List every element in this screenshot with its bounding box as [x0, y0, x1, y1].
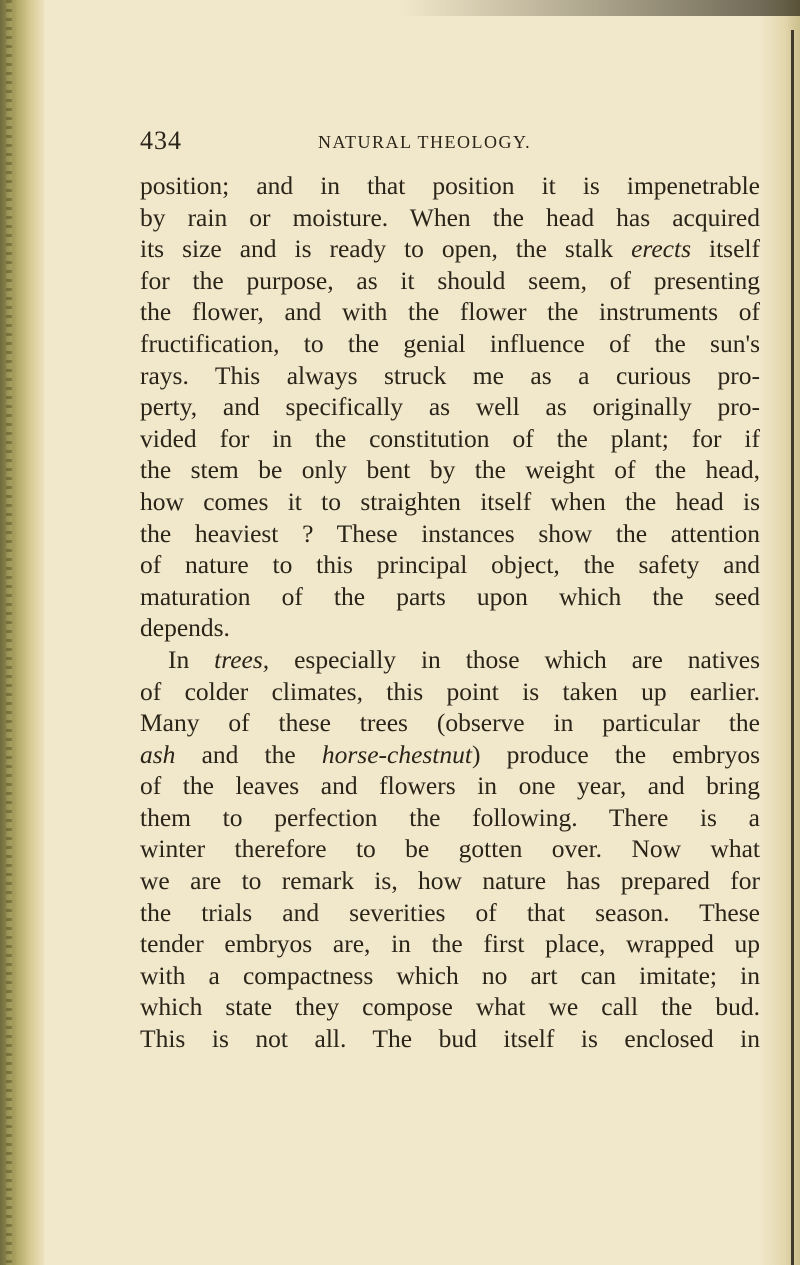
text-line — [140, 770, 760, 802]
text-segment: position; and in that position it is impenetrable — [140, 171, 760, 200]
text-line — [140, 328, 760, 360]
text-segment: and the — [175, 739, 322, 769]
text-segment: which state they compose what we call the bud. — [140, 992, 760, 1022]
text-segment: the heaviest ? These instances show the attention — [140, 518, 760, 548]
text-segment: for the purpose, as it should seem, of presenting — [140, 265, 760, 295]
text-segment: rays. This always struck me as a curious pro- — [140, 360, 760, 390]
text-line — [140, 486, 760, 518]
text-segment: tender embryos are, in the first place, wrapped up — [140, 929, 760, 959]
text-segment: vided for in the constitution of the plant; for if — [140, 423, 760, 453]
text-line — [140, 833, 760, 865]
text-segment: its size and is ready to open, the stalk — [140, 234, 632, 264]
text-line — [140, 233, 760, 265]
text-segment: depends. — [140, 613, 230, 643]
text-line — [140, 549, 760, 581]
text-line — [140, 707, 760, 739]
text-segment: winter therefore to be gotten over. Now what — [140, 834, 760, 864]
top-shadow — [400, 0, 800, 16]
text-line — [140, 802, 760, 834]
text-line — [140, 897, 760, 929]
text-segment: of colder climates, this point is taken up earlier. — [140, 676, 760, 706]
text-segment: Many of these trees (observe in particular the — [140, 708, 760, 738]
page-number: 434 — [140, 126, 182, 155]
text-line — [140, 644, 760, 676]
text-line — [140, 296, 760, 328]
text-segment: the trials and severities of that season. These — [140, 897, 760, 927]
text-segment: the stem be only bent by the weight of the head, — [140, 455, 760, 485]
running-head: NATURAL THEOLOGY. — [318, 132, 532, 152]
text-line — [140, 581, 760, 613]
text-segment: maturation of the parts upon which the seed — [140, 581, 760, 611]
text-segment: This is not all. The bud itself is enclosed in — [140, 1024, 760, 1054]
text-segment: In — [168, 644, 215, 674]
text-segment: perty, and specifically as well as originally pro- — [140, 392, 760, 422]
text-line — [140, 991, 760, 1023]
text-line — [140, 518, 760, 550]
italic-text: erects — [631, 234, 692, 264]
text-line — [140, 1023, 760, 1055]
text-segment: them to perfection the following. There is a — [140, 802, 760, 832]
page-header — [140, 126, 740, 166]
text-line — [140, 423, 760, 455]
page-edge-right — [760, 0, 800, 1265]
text-line — [140, 170, 760, 202]
text-segment: how comes it to straighten itself when the head is — [140, 486, 760, 516]
text-segment: by rain or moisture. When the head has acquired — [140, 202, 760, 232]
page-edge-left — [0, 0, 44, 1265]
text-line — [140, 865, 760, 897]
text-line — [140, 202, 760, 234]
text-line — [140, 454, 760, 486]
italic-text: ash — [140, 739, 176, 769]
text-segment: itself — [691, 234, 760, 264]
text-line — [140, 265, 760, 297]
text-segment: especially in those which are natives — [269, 644, 760, 674]
text-segment: ) produce the embryos — [471, 739, 760, 769]
text-line — [140, 360, 760, 392]
text-line — [140, 676, 760, 708]
italic-text: trees, — [214, 644, 270, 674]
text-line — [140, 612, 760, 644]
text-segment: of the leaves and flowers in one year, and bring — [140, 771, 760, 801]
text-line — [140, 928, 760, 960]
text-segment: fructification, to the genial influence of the sun's — [140, 328, 760, 358]
text-segment: the flower, and with the flower the instruments of — [140, 297, 760, 327]
text-line — [140, 739, 760, 771]
text-segment: we are to remark is, how nature has prepared for — [140, 866, 760, 896]
body-text — [140, 170, 760, 1055]
text-segment: of nature to this principal object, the safety and — [140, 550, 760, 580]
text-segment: with a compactness which no art can imitate; in — [140, 960, 760, 990]
text-line — [140, 391, 760, 423]
italic-text: horse-chestnut — [321, 739, 472, 769]
binding-line — [791, 30, 794, 1265]
text-line — [140, 960, 760, 992]
